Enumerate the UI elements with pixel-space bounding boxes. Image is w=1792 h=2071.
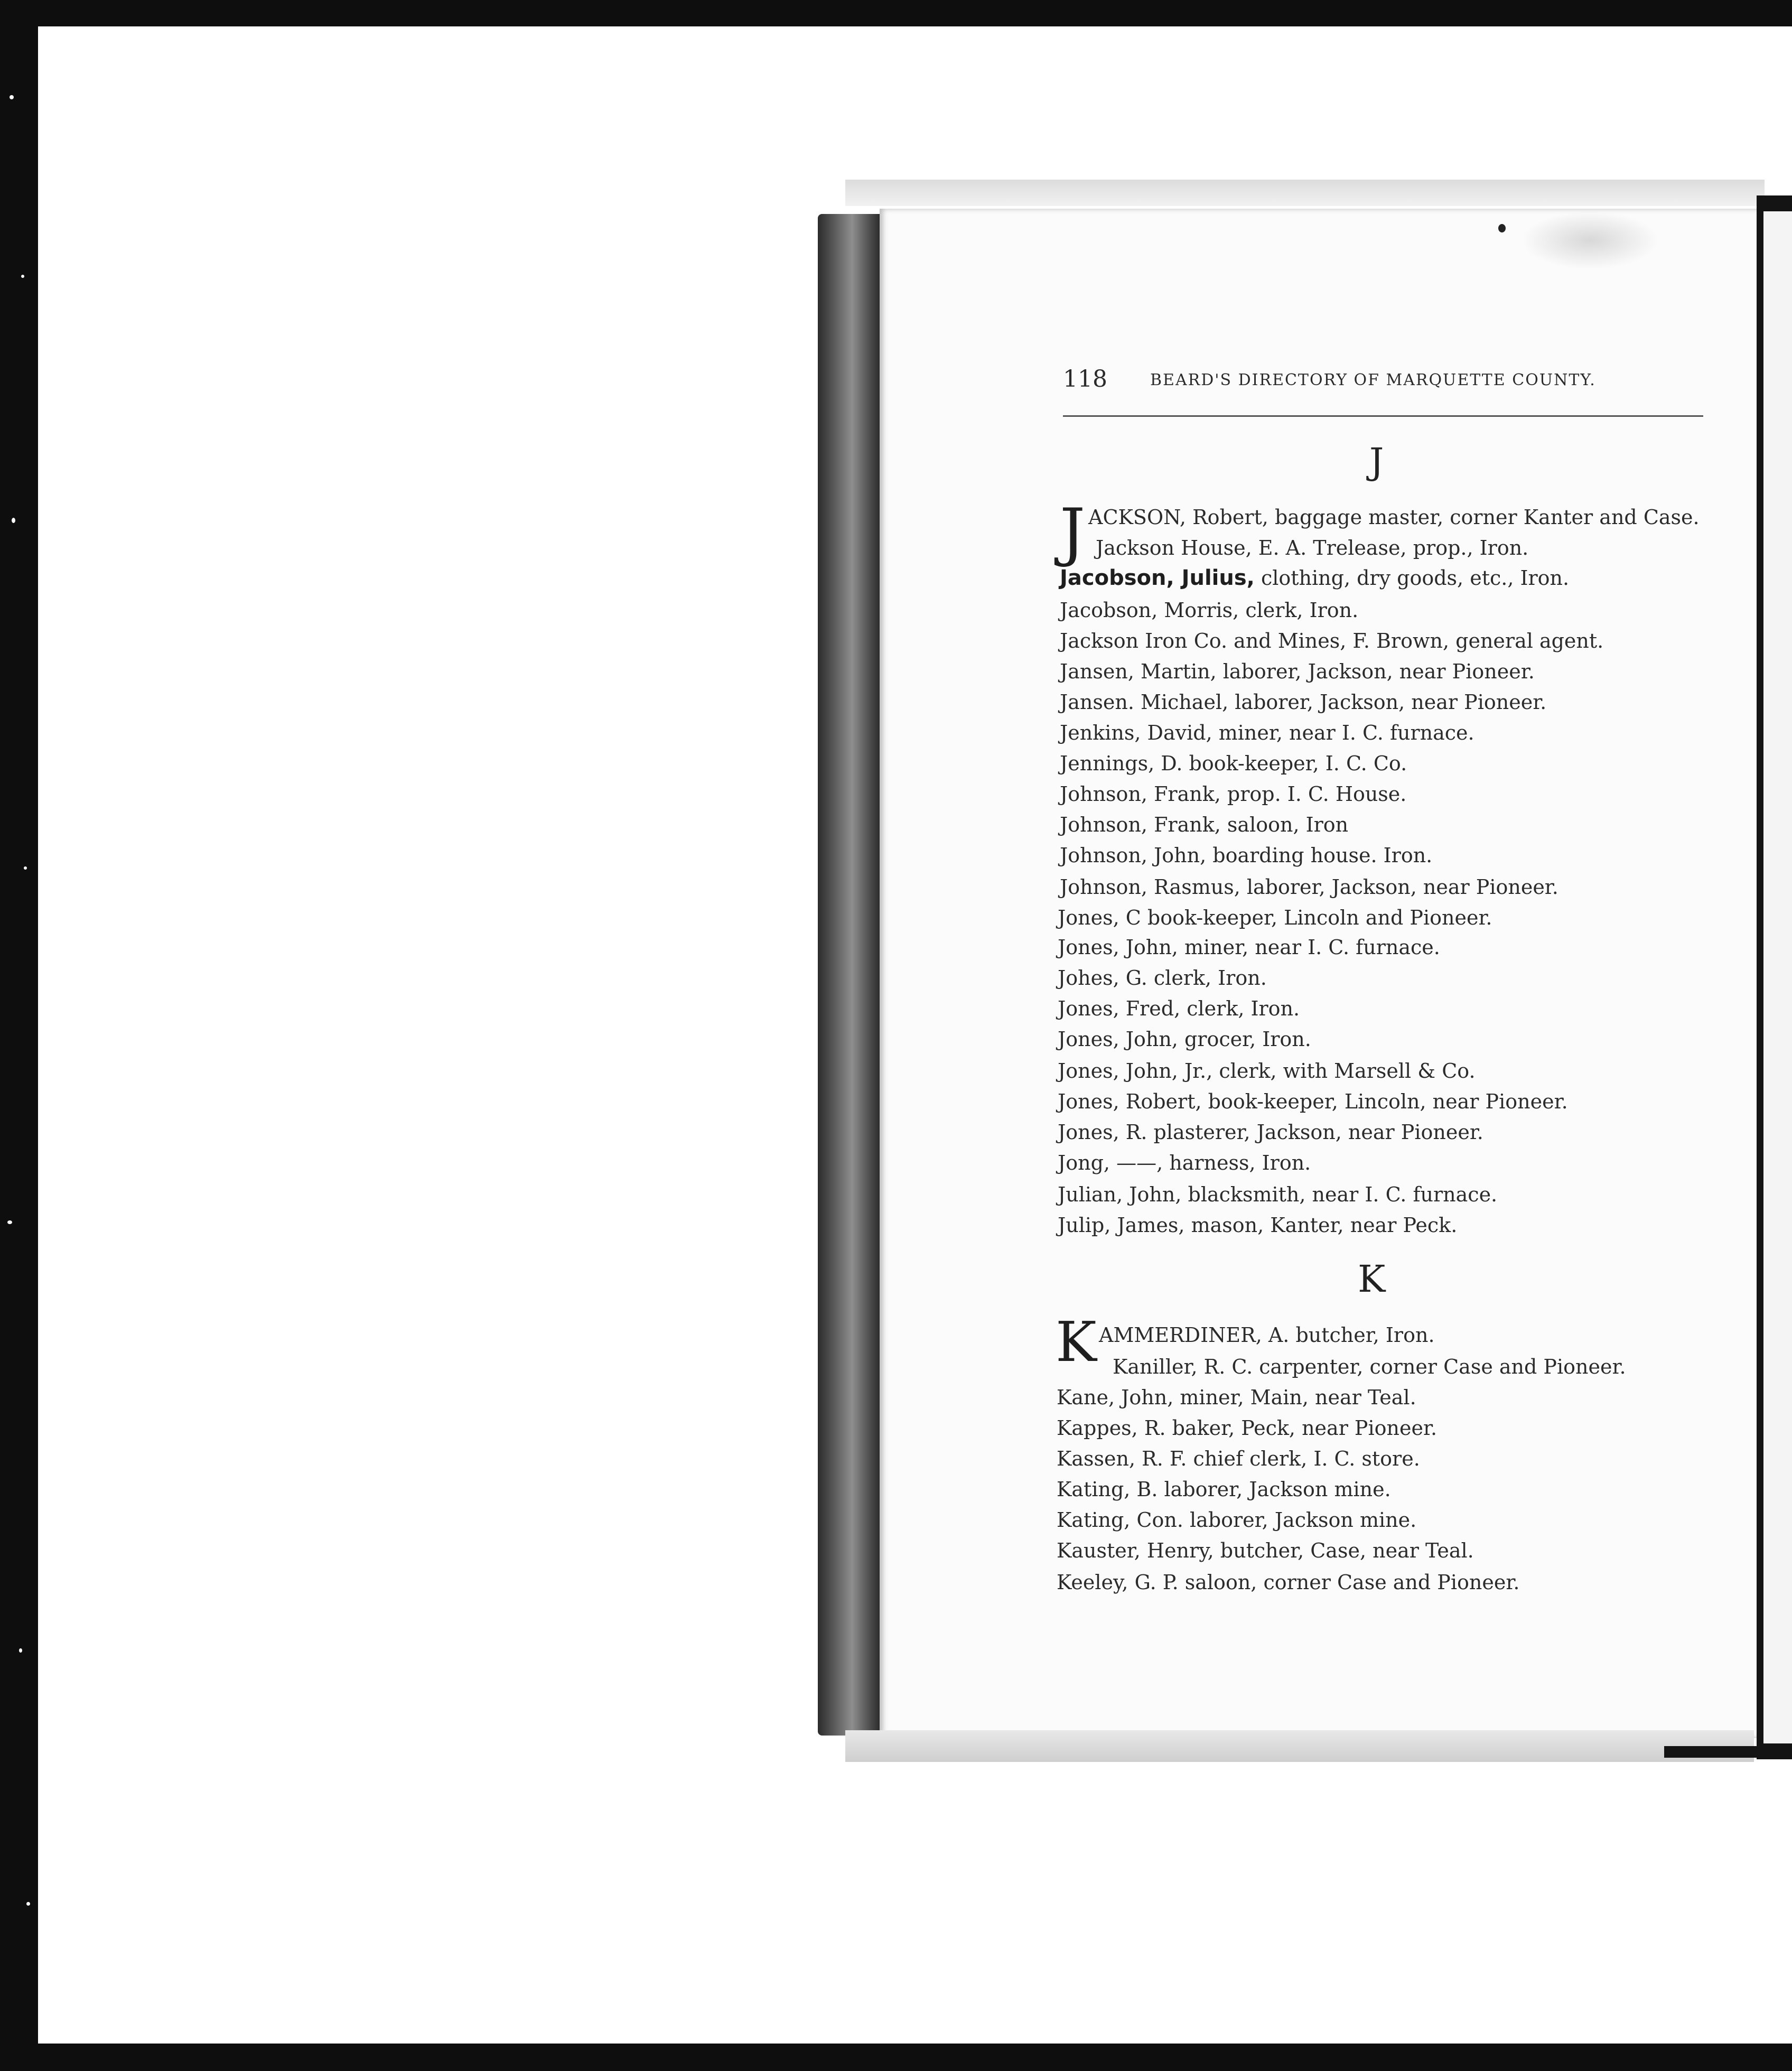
entry-text: Keeley, G. P. saloon, corner Case and Pioneer.: [1057, 1571, 1520, 1594]
entry-text-rest: AMMERDINER, A. butcher, Iron.: [1099, 1323, 1435, 1347]
entry-text: Johnson, John, boarding house. Iron.: [1060, 844, 1433, 867]
entry-text: Julian, John, blacksmith, near I. C. furnace.: [1058, 1183, 1498, 1206]
book-spine: [818, 214, 880, 1736]
directory-entry: [1060, 784, 1406, 804]
entry-text: Kauster, Henry, butcher, Case, near Teal.: [1057, 1539, 1474, 1562]
dropcap-j: J: [1060, 496, 1086, 569]
scan-border-bottom: [0, 2044, 1792, 2071]
entry-text: Jones, R. plasterer, Jackson, near Pioneer.: [1058, 1121, 1483, 1144]
entry-text: [1088, 506, 1700, 529]
scan-speck: [12, 518, 15, 523]
directory-entry: [1060, 815, 1348, 835]
scan-border-top: [0, 0, 1792, 26]
scan-border-left: [0, 0, 38, 2071]
entry-text: Johnson, Rasmus, laborer, Jackson, near Pioneer.: [1060, 875, 1558, 899]
entry-text: Kassen, R. F. chief clerk, I. C. store.: [1057, 1447, 1420, 1470]
directory-entry: [1058, 1061, 1476, 1081]
entry-text: Jones, John, Jr., clerk, with Marsell & Co.: [1058, 1059, 1476, 1083]
entry-text: Jones, Robert, book-keeper, Lincoln, near Pioneer.: [1058, 1090, 1568, 1113]
entry-text: Jones, John, miner, near I. C. furnace.: [1058, 936, 1440, 959]
directory-entry: [1060, 661, 1535, 682]
entry-text: Jacobson, Morris, clerk, Iron.: [1060, 599, 1359, 622]
facing-page-edge: [1763, 211, 1792, 1743]
directory-entry: [1057, 1387, 1416, 1407]
scan-speck: [21, 275, 24, 278]
entry-text: Johes, G. clerk, Iron.: [1058, 966, 1267, 990]
entry-text: Jansen, Martin, laborer, Jackson, near Pioneer.: [1060, 660, 1535, 683]
entry-text: Jackson Iron Co. and Mines, F. Brown, general agent.: [1060, 629, 1604, 652]
directory-entry: [1099, 1325, 1435, 1345]
page-edge-top: [845, 180, 1765, 206]
scan-speck: [26, 1902, 30, 1906]
entry-text: Kappes, R. baker, Peck, near Pioneer.: [1057, 1416, 1438, 1440]
header-rule: [1063, 415, 1703, 417]
directory-entry: [1058, 968, 1267, 988]
entry-text: Jones, C book-keeper, Lincoln and Pioneer.: [1058, 906, 1492, 929]
directory-entry: [1057, 1418, 1437, 1438]
entry-text: Jennings, D. book-keeper, I. C. Co.: [1060, 752, 1407, 775]
ink-spot: [1498, 224, 1506, 232]
entry-text: Johnson, Frank, saloon, Iron: [1060, 813, 1349, 836]
entry-text: Kating, B. laborer, Jackson mine.: [1057, 1478, 1391, 1501]
directory-entry: [1096, 538, 1528, 558]
directory-entry: [1058, 1092, 1568, 1112]
entry-text: Kane, John, miner, Main, near Teal.: [1057, 1386, 1416, 1409]
directory-entry: [1057, 1449, 1420, 1469]
entry-text: Jenkins, David, miner, near I. C. furnace.: [1060, 721, 1474, 744]
directory-entry: [1057, 1479, 1391, 1499]
directory-entry: [1058, 1153, 1311, 1173]
directory-entry: [1060, 567, 1569, 589]
directory-entry: [1088, 507, 1700, 527]
directory-entry: [1057, 1510, 1416, 1530]
entry-bold-name: Jacobson, Julius,: [1060, 566, 1255, 590]
directory-entry: [1060, 877, 1558, 897]
directory-entry: [1113, 1357, 1626, 1377]
section-letter-k: K: [1358, 1257, 1386, 1301]
directory-entry: [1060, 753, 1407, 773]
directory-entry: [1060, 631, 1603, 651]
directory-entry: [1057, 1541, 1474, 1561]
entry-text: Julip, James, mason, Kanter, near Peck.: [1058, 1214, 1458, 1237]
directory-entry: [1058, 1215, 1457, 1235]
directory-entry: [1058, 999, 1300, 1019]
scan-speck: [24, 866, 27, 870]
section-letter-j: J: [1369, 441, 1384, 483]
entry-text: Jones, Fred, clerk, Iron.: [1058, 997, 1300, 1020]
directory-entry: [1060, 845, 1432, 865]
directory-entry: [1058, 1184, 1497, 1205]
scan-speck: [7, 1220, 12, 1224]
entry-text: clothing, dry goods, etc., Iron.: [1254, 566, 1570, 590]
directory-entry: [1060, 600, 1358, 620]
running-head: [1063, 366, 1702, 397]
entry-text: Johnson, Frank, prop. I. C. House.: [1060, 782, 1407, 806]
directory-entry: [1060, 692, 1546, 712]
entry-text: Jackson House, E. A. Trelease, prop., Iron.: [1096, 536, 1529, 559]
entry-text: Jansen. Michael, laborer, Jackson, near Pioneer.: [1060, 691, 1547, 714]
dropcap-k: K: [1056, 1310, 1097, 1374]
page-number: 118: [1063, 366, 1107, 393]
directory-entry: [1057, 1572, 1519, 1592]
entry-text: Jones, John, grocer, Iron.: [1058, 1028, 1311, 1051]
directory-entry: [1058, 1029, 1311, 1049]
book-cover-corner: [1664, 1746, 1792, 1758]
directory-entry: [1060, 723, 1474, 743]
page-stain: [1522, 211, 1659, 269]
entry-text: Kating, Con. laborer, Jackson mine.: [1057, 1508, 1417, 1532]
entry-text: Jong, ——, harness, Iron.: [1058, 1151, 1311, 1174]
scan-speck: [10, 95, 14, 99]
directory-entry: [1058, 908, 1492, 928]
entry-text: [1099, 1323, 1435, 1347]
header-title: BEARD'S DIRECTORY OF MARQUETTE COUNTY.: [1150, 371, 1596, 389]
scan-speck: [19, 1648, 22, 1653]
directory-entry: [1058, 1122, 1483, 1142]
directory-entry: [1058, 937, 1440, 957]
page-edge-bottom: [845, 1730, 1754, 1762]
entry-text-rest: ACKSON, Robert, baggage master, corner Kanter and Case.: [1088, 506, 1700, 529]
entry-text: Kaniller, R. C. carpenter, corner Case and Pioneer.: [1113, 1355, 1626, 1378]
